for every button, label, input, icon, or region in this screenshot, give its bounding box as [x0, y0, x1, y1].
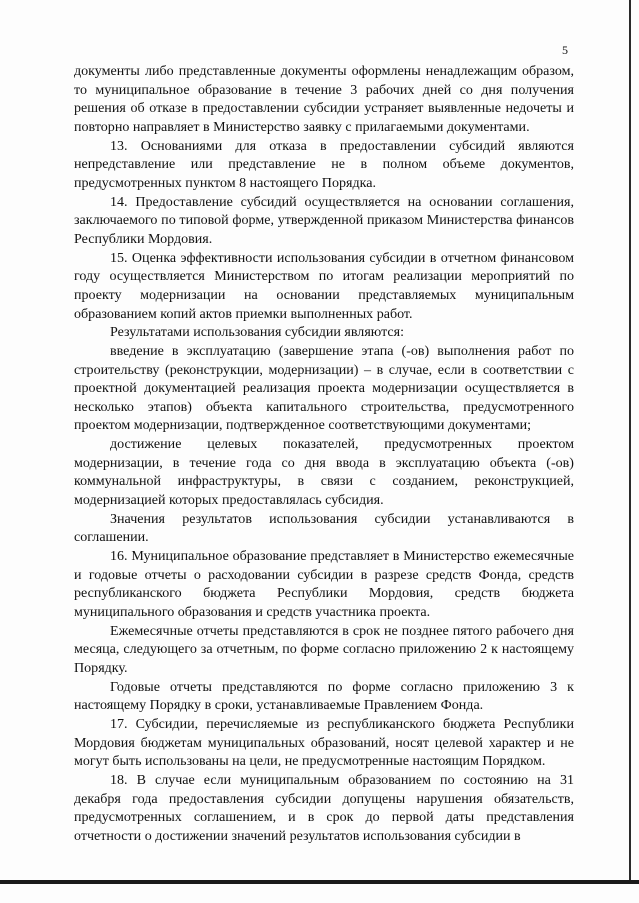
document-body — [74, 62, 574, 846]
paragraph-monthly-reports: Ежемесячные отчеты представляются в срок не позднее пятого рабочего дня месяца, следующего за отчетным, по форме согласно приложению 2 к настоящему Порядку. — [74, 622, 574, 676]
paragraph-16: 16. Муниципальное образование представляет в Министерство ежемесячные и годовые отчеты о расходовании субсидии в разрезе средств Фонда, средств республиканского бюджета Республики Мордовия, средств бюджета муниципального образования и средств участника проекта. — [74, 548, 574, 621]
paragraph-results-intro: Результатами использования субсидии являются: — [110, 324, 404, 341]
page-number: 5 — [562, 43, 569, 57]
paragraph-continuation: документы либо представленные документы оформлены ненадлежащим образом, то муниципальное образование в течение 3 рабочих дней со дня получения решения об отказе в предоставлении субсидии устраняет выявленные недочеты и повторно направляет в Министерство заявку с прилагаемыми документами. — [74, 63, 574, 135]
paragraph-result-commissioning: введение в эксплуатацию (завершение этапа (-ов) выполнения работ по строительству (реконструкции, модернизации) – в случае, если в соответствии с проектной документацией реализация проекта модернизации осуществляется в несколько этапов) объекта капитального строительства, предусмотренного проектом модернизации, подтвержденное соответствующими документами; — [74, 342, 574, 434]
paragraph-15: 15. Оценка эффективности использования субсидии в отчетном финансовом году осуществляется Министерством по итогам реализации мероприятий по проекту модернизации на основании представляемых муниципальным образованием копий актов приемки выполненных работ. — [74, 249, 574, 322]
scan-right-edge — [629, 0, 631, 880]
paragraph-result-targets: достижение целевых показателей, предусмотренных проектом модернизации, в течение года со дня ввода в эксплуатацию объекта (-ов) коммунальной инфраструктуры, в связи с созданием, реконструкцией, модернизацией которых предоставлялась субсидия. — [74, 436, 574, 509]
paragraph-18: 18. В случае если муниципальным образованием по состоянию на 31 декабря года предоставления субсидии допущены нарушения обязательств, предусмотренных соглашением, и в срок до первой даты представления отчетности о достижении значений результатов использования субсидии в — [74, 771, 574, 844]
paragraph-17: 17. Субсидии, перечисляемые из республиканского бюджета Республики Мордовия бюджетам муниципальных образований, носят целевой характер и не могут быть использованы на цели, не предусмотренные настоящим Порядком. — [74, 715, 574, 770]
scan-bottom-edge — [0, 880, 639, 884]
paragraph-result-values: Значения результатов использования субсидии устанавливаются в соглашении. — [74, 510, 574, 546]
paragraph-annual-reports: Годовые отчеты представляются по форме согласно приложению 3 к настоящему Порядку в сроки, устанавливаемые Правлением Фонда. — [74, 678, 574, 714]
paragraph-13: 13. Основаниями для отказа в предоставлении субсидий являются непредставление или представление не в полном объеме документов, предусмотренных пунктом 8 настоящего Порядка. — [74, 137, 574, 191]
paragraph-14: 14. Предоставление субсидий осуществляется на основании соглашения, заключаемого по типовой форме, утвержденной приказом Министерства финансов Республики Мордовия. — [74, 193, 574, 247]
